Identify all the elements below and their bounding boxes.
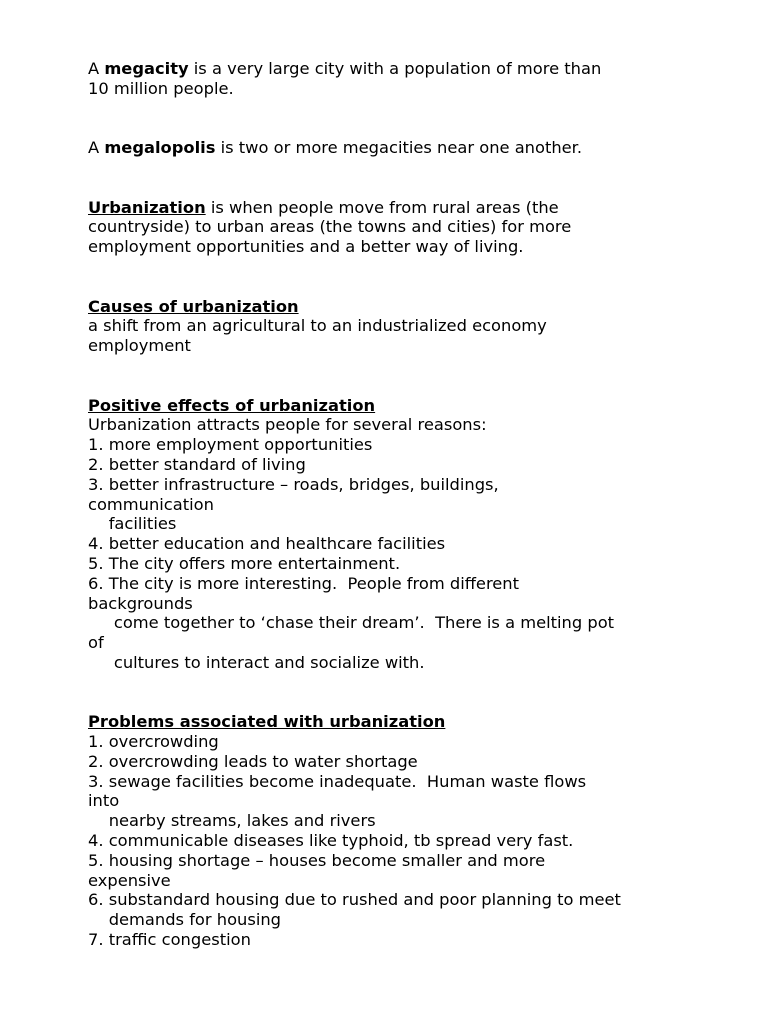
term-urbanization: Urbanization [88, 197, 206, 217]
spacer [88, 158, 688, 198]
spacer [88, 356, 688, 396]
spacer [88, 673, 688, 713]
spacer [88, 257, 688, 297]
text-fragment: A [88, 138, 105, 158]
positive-effects-line: cultures to interact and socialize with. [88, 652, 425, 672]
document-page [88, 59, 688, 950]
positive-effects-line: of [88, 633, 104, 653]
problems-heading: Problems associated with urbanization [88, 712, 446, 732]
text-fragment: is when people move from rural areas (the [205, 197, 559, 217]
urbanization-definition-line-3: employment opportunities and a better way of living. [88, 237, 524, 257]
text-fragment: A [88, 59, 105, 78]
text-fragment: is two or more megacities near one another. [215, 138, 583, 158]
positive-effects-line: backgrounds [88, 593, 193, 613]
megalopolis-definition [88, 138, 688, 158]
problems-line: 1. overcrowding [88, 732, 219, 752]
text-fragment: is a very large city with a population of more than [188, 59, 602, 78]
problems-line: 6. substandard housing due to rushed and poor planning to meet [88, 890, 621, 910]
positive-effects-line: Urbanization attracts people for several reasons: [88, 415, 487, 435]
positive-effects-line: 4. better education and healthcare facilities [88, 534, 446, 554]
positive-effects-line: 3. better infrastructure – roads, bridges, buildings, [88, 474, 499, 494]
megacity-definition-line-1 [88, 59, 688, 79]
problems-line: 7. traffic congestion [88, 930, 251, 950]
term-megacity: megacity [104, 59, 189, 78]
positive-effects-heading: Positive effects of urbanization [88, 395, 376, 415]
positive-effects-line: facilities [88, 514, 177, 534]
positive-effects-line: 1. more employment opportunities [88, 435, 373, 455]
problems-line: 3. sewage facilities become inadequate. Human waste flows [88, 771, 587, 791]
spacer [88, 99, 688, 139]
positive-effects-line: come together to ‘chase their dream’. There is a melting pot [88, 613, 615, 633]
positive-effects-line: 2. better standard of living [88, 454, 306, 474]
megacity-definition-line-2: 10 million people. [88, 78, 234, 98]
problems-line: into [88, 791, 120, 811]
positive-effects-line: 5. The city offers more entertainment. [88, 553, 401, 573]
problems-line: demands for housing [88, 910, 282, 930]
problems-line: 4. communicable diseases like typhoid, tb spread very fast. [88, 831, 574, 851]
problems-line: nearby streams, lakes and rivers [88, 811, 376, 831]
causes-heading: Causes of urbanization [88, 296, 299, 316]
problems-line: 5. housing shortage – houses become smaller and more [88, 850, 546, 870]
causes-item: a shift from an agricultural to an industrialized economy [88, 316, 547, 336]
term-megalopolis: megalopolis [104, 138, 216, 158]
problems-line: 2. overcrowding leads to water shortage [88, 751, 418, 771]
positive-effects-line: 6. The city is more interesting. People from different [88, 573, 520, 593]
positive-effects-line: communication [88, 494, 214, 514]
urbanization-definition-line-2: countryside) to urban areas (the towns and cities) for more [88, 217, 572, 237]
urbanization-definition-line-1 [88, 198, 688, 218]
causes-item: employment [88, 336, 191, 356]
problems-line: expensive [88, 870, 171, 890]
